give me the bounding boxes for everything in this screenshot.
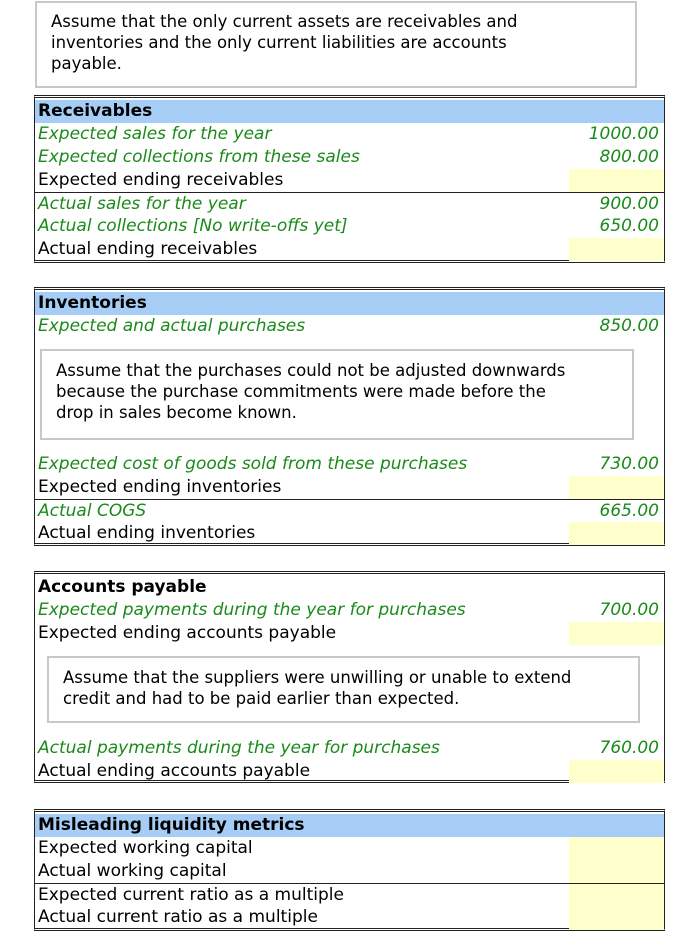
receivables-header [35, 100, 664, 123]
expected-ending-inventories-row [35, 476, 664, 499]
payables-note: Assume that the suppliers were unwilling or unable to extend credit and had to be paid earlier than expected. [47, 656, 640, 723]
expected-ending-inventories-label: Expected ending inventories [38, 477, 282, 497]
purchases-label: Expected and actual purchases [38, 316, 306, 336]
expected-ending-payables-label: Expected ending accounts payable [38, 623, 337, 643]
expected-ending-payables-row [35, 622, 664, 645]
actual-sales-value[interactable]: 900.00 [599, 194, 659, 214]
actual-wc-row [35, 860, 664, 883]
actual-cogs-row [35, 499, 664, 522]
payables-header [35, 576, 664, 599]
purchases-row [35, 315, 664, 338]
liquidity-header [35, 814, 664, 837]
expected-cogs-label: Expected cost of goods sold from these purchases [38, 454, 468, 474]
actual-ending-inventories-label: Actual ending inventories [38, 523, 256, 543]
actual-payments-row [35, 737, 664, 760]
inventories-note: Assume that the purchases could not be adjusted downwards because the purchase commitments were made before the drop in sales become known. [40, 349, 634, 440]
actual-wc-label: Actual working capital [38, 861, 227, 881]
expected-payments-row [35, 599, 664, 622]
expected-cr-row [35, 883, 664, 906]
expected-cogs-value[interactable]: 730.00 [599, 454, 659, 474]
actual-payments-value[interactable]: 760.00 [599, 738, 659, 758]
expected-wc-label: Expected working capital [38, 838, 253, 858]
actual-ending-inventories-row [35, 522, 664, 545]
expected-ending-inventories-input[interactable] [569, 476, 664, 499]
actual-collections-value[interactable]: 650.00 [599, 216, 659, 236]
inventories-title: Inventories [38, 293, 147, 313]
actual-cr-row [35, 906, 664, 929]
expected-collections-value[interactable]: 800.00 [599, 147, 659, 167]
actual-collections-label: Actual collections [No write-offs yet] [38, 216, 348, 236]
actual-ending-payables-label: Actual ending accounts payable [38, 761, 311, 781]
payables-title: Accounts payable [38, 577, 207, 597]
actual-sales-row [35, 192, 664, 215]
inventories-section [34, 287, 665, 546]
expected-sales-row [35, 123, 664, 146]
actual-sales-label: Actual sales for the year [38, 194, 246, 214]
actual-ending-payables-input[interactable] [569, 760, 664, 783]
expected-payments-value[interactable]: 700.00 [599, 600, 659, 620]
expected-ending-payables-input[interactable] [569, 622, 664, 645]
actual-ending-receivables-input[interactable] [569, 238, 664, 261]
actual-payments-label: Actual payments during the year for purchases [38, 738, 440, 758]
liquidity-section [34, 809, 665, 931]
actual-ending-receivables-label: Actual ending receivables [38, 239, 258, 259]
inventories-header [35, 292, 664, 315]
expected-collections-label: Expected collections from these sales [38, 147, 360, 167]
receivables-section [34, 95, 665, 263]
actual-ending-inventories-input[interactable] [569, 522, 664, 545]
expected-ending-receivables-label: Expected ending receivables [38, 170, 284, 190]
expected-ending-receivables-row [35, 169, 664, 192]
payables-section [34, 571, 665, 783]
actual-cr-label: Actual current ratio as a multiple [38, 907, 318, 927]
intro-note: Assume that the only current assets are receivables and inventories and the only current liabilities are accounts payable. [35, 1, 637, 88]
expected-sales-value[interactable]: 1000.00 [588, 124, 659, 144]
expected-wc-row [35, 837, 664, 860]
actual-cogs-label: Actual COGS [38, 501, 147, 521]
expected-collections-row [35, 146, 664, 169]
receivables-title: Receivables [38, 101, 153, 121]
actual-cogs-value[interactable]: 665.00 [599, 501, 659, 521]
expected-payments-label: Expected payments during the year for purchases [38, 600, 466, 620]
liquidity-title: Misleading liquidity metrics [38, 815, 305, 835]
expected-cogs-row [35, 453, 664, 476]
actual-ending-receivables-row [35, 238, 664, 261]
purchases-value[interactable]: 850.00 [599, 316, 659, 336]
actual-collections-row [35, 215, 664, 238]
expected-cr-label: Expected current ratio as a multiple [38, 885, 344, 905]
actual-ending-payables-row [35, 760, 664, 783]
expected-sales-label: Expected sales for the year [38, 124, 272, 144]
expected-ending-receivables-input[interactable] [569, 169, 664, 192]
